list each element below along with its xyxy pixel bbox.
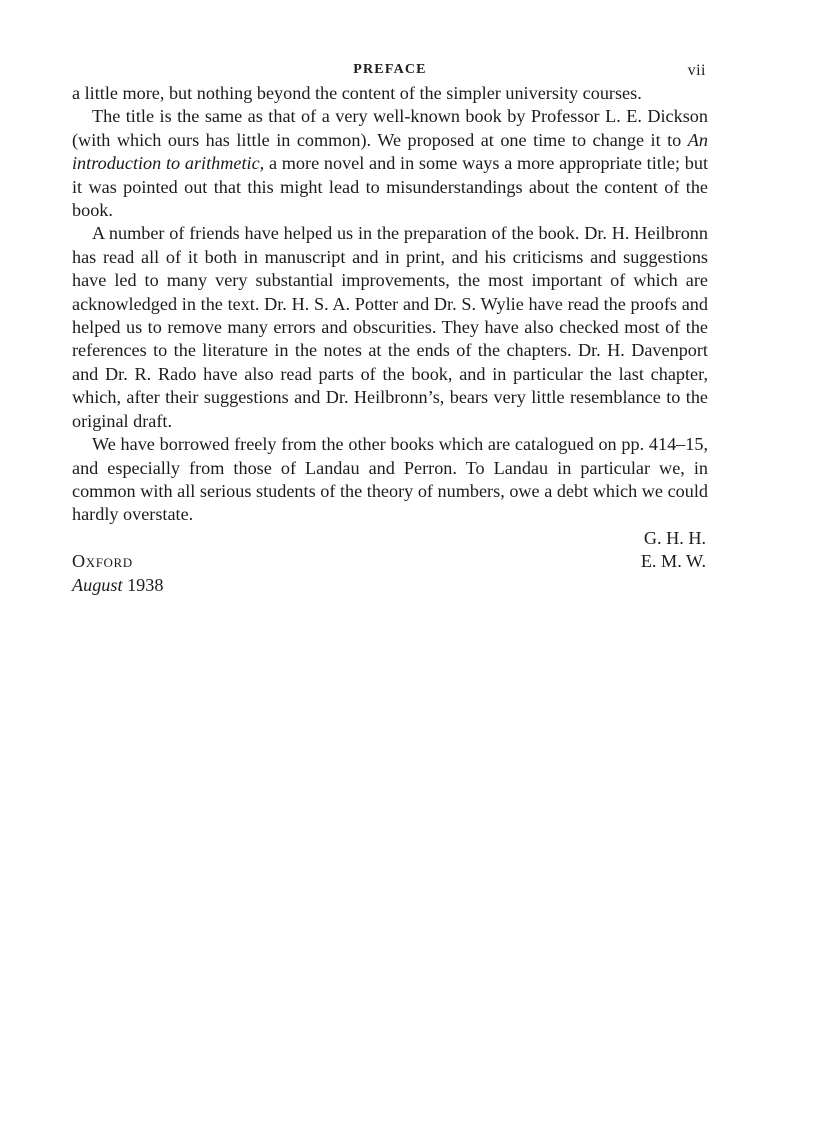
- place: Oxford: [72, 551, 133, 572]
- paragraph-1: a little more, but nothing beyond the content of the simpler university courses.: [72, 83, 642, 103]
- date-year: 1938: [127, 574, 164, 595]
- paragraph-4: We have borrowed freely from the other books which are catalogued on pp. 414–15, and especially from those of Landau and Perron. To Landau in particular we, in common with all serious students of the theory of numbers, owe a debt which we could hardly overstate.: [72, 434, 708, 525]
- date: [72, 574, 163, 597]
- running-title: PREFACE: [353, 62, 427, 77]
- place-and-date: [72, 550, 163, 597]
- book-title-italic: An introduction to arithmetic,: [72, 129, 708, 174]
- paragraph-2-part-1: The title is the same as that of a very well-known book by Professor L. E. Dickson (with which ours has little in common). We proposed at one time to change it to: [72, 106, 708, 150]
- page-number: vii: [687, 62, 706, 79]
- paragraph-2: [72, 105, 708, 222]
- running-head: [72, 58, 708, 82]
- preface-text: [72, 82, 708, 527]
- author-initials-2: E. M. W.: [640, 551, 706, 572]
- author-initials-1: G. H. H.: [643, 527, 706, 548]
- paragraph-3: A number of friends have helped us in the preparation of the book. Dr. H. Heilbronn has read all of it both in manuscript and in print, and his criticisms and suggestions have led to many very substantial improvements, the most important of which are acknowledged in the text. Dr. H. S. A. Potter and Dr. S. Wylie have read the proofs and helped us to remove many errors and obscurities. They have also checked most of the references to the literature in the notes at the ends of the chapters. Dr. H. Davenport and Dr. R. Rado have also read parts of the book, and in particular the last chapter, which, after their suggestions and Dr. Heilbronn’s, bears very little resemblance to the original draft.: [72, 223, 708, 431]
- date-month: August: [72, 574, 123, 595]
- signature-block: [72, 527, 708, 597]
- book-page: [72, 58, 708, 597]
- paragraph-2-part-2: a more novel and in some ways a more appropriate title; but it was pointed out that this might lead to misunderstandings about the content of the book.: [72, 153, 709, 221]
- author-initials: [641, 527, 706, 574]
